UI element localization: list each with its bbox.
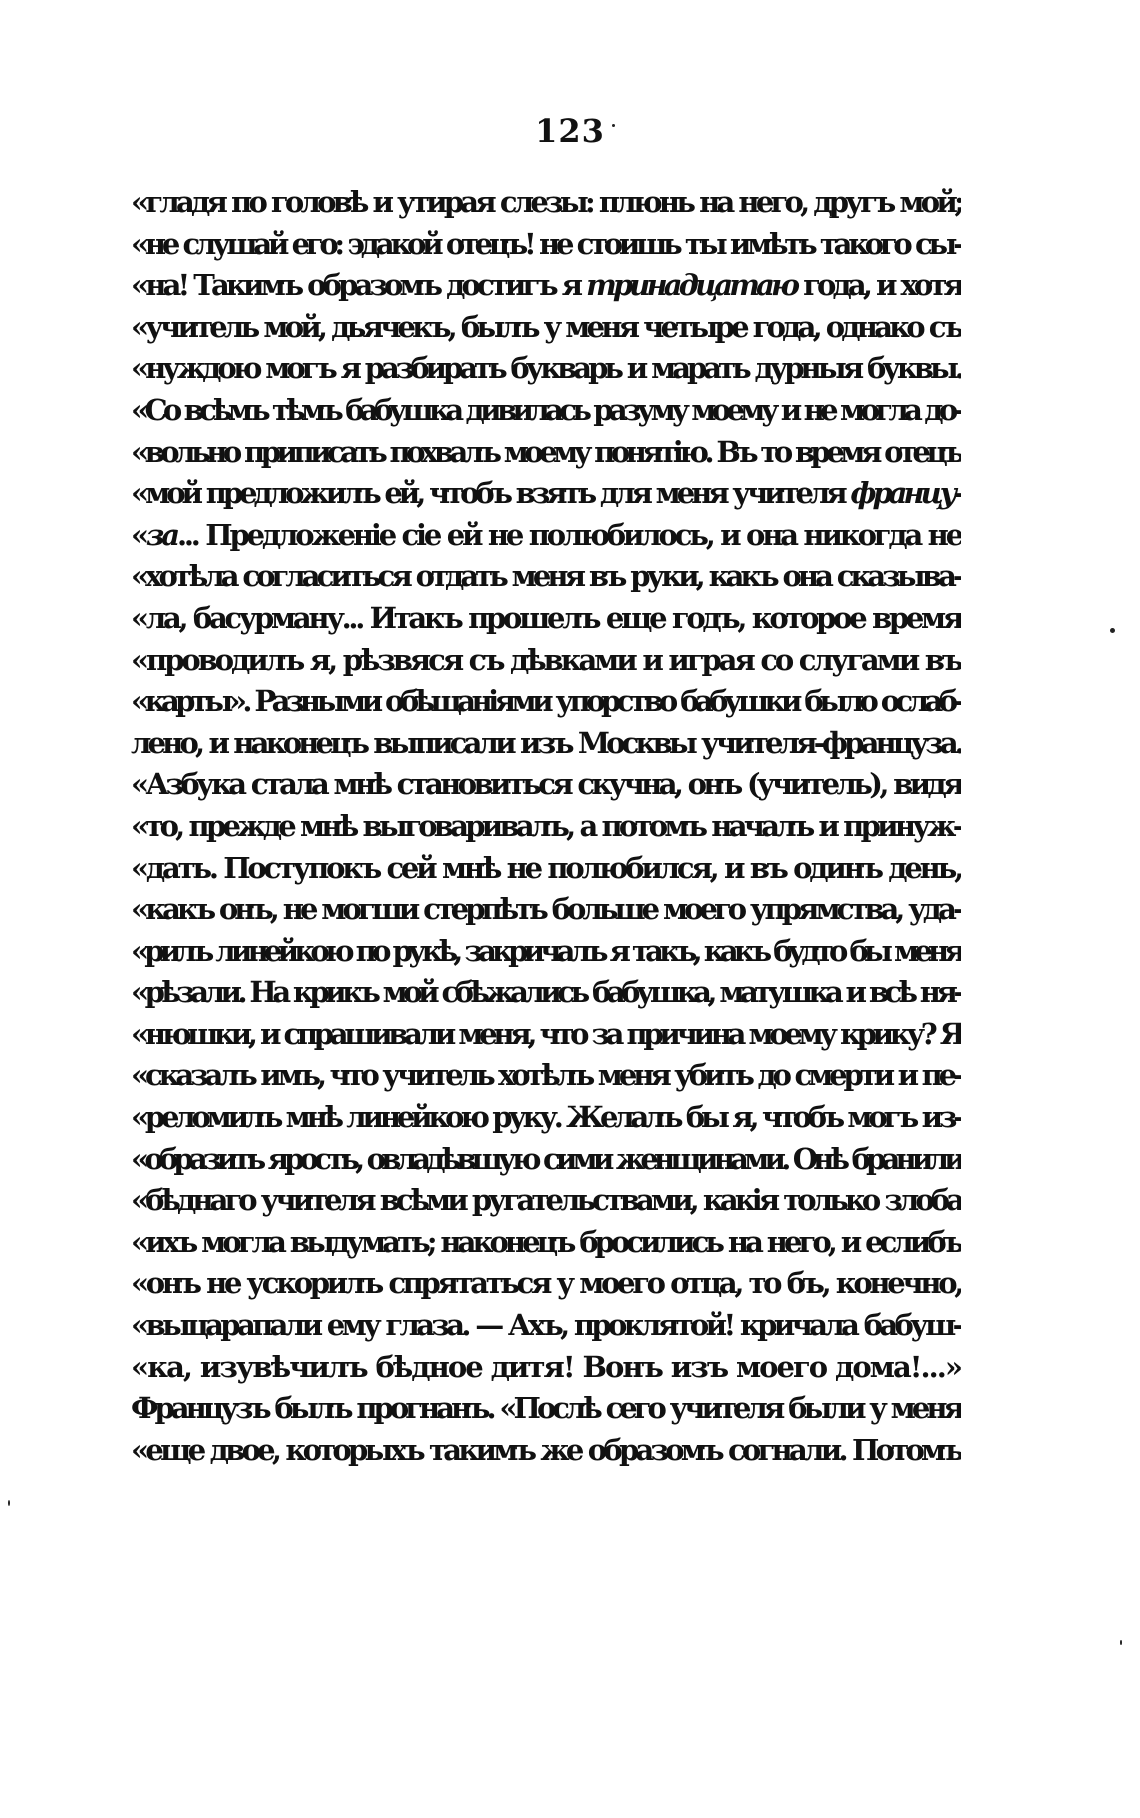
text-line: «не слушай его: эдакой отецъ! не стоишь ты имѣть такого сы- <box>131 226 961 261</box>
text-line: «сказалъ имъ, что учитель хотѣлъ меня убить до смерти и пе- <box>131 1058 961 1093</box>
text-line: Французъ былъ прогнанъ. «Послѣ сего учителя были у меня <box>131 1391 961 1426</box>
text-line <box>131 473 961 515</box>
text-line: «нюшки, и спрашивали меня, что за причина моему крику? Я <box>131 1016 961 1051</box>
text-segment: « <box>131 517 146 552</box>
text-line <box>131 515 961 557</box>
text-line <box>131 265 961 307</box>
text-line: «гладя по головѣ и утирая слезы: плюнь на него, другъ мой; <box>131 185 961 219</box>
text-line: «то, прежде мнѣ выговаривалъ, а потомъ началъ и принуж- <box>131 808 961 843</box>
speck-mark <box>1110 628 1115 633</box>
italic-word: тринадцатаю <box>586 268 797 303</box>
text-segment: «на! Такимъ образомъ достигъ я <box>131 268 587 303</box>
text-line: «вольно приписать похвалъ моему понятію. Въ то время отецъ <box>131 434 961 469</box>
text-line: «бѣднаго учителя всѣми ругательствами, какія только злоба <box>131 1183 961 1218</box>
text-line: «рѣзали. На крикъ мой сбѣжались бабушка, матушка и всѣ ня- <box>131 975 961 1010</box>
page-number: 123 <box>535 112 605 150</box>
text-line: «ка, изувѣчилъ бѣдное дитя! Вонъ изъ моего дома!...» <box>131 1349 961 1384</box>
text-line: «нуждою могъ я разбирать букварь и марать дурныя буквы. <box>131 351 961 386</box>
text-line: «выцарапали ему глаза. — Ахъ, проклятой! кричала бабуш- <box>131 1308 961 1343</box>
text-line: «ихъ могла выдумать; наконецъ бросились на него, и еслибъ <box>131 1224 961 1259</box>
italic-word: францу- <box>850 476 961 511</box>
text-line: «реломилъ мнѣ линейкою руку. Желалъ бы я, чтобъ могъ из- <box>131 1100 961 1135</box>
text-line: «образить ярость, овладѣвшую сими женщинами. Онѣ бранили <box>131 1141 961 1176</box>
text-segment: ... Предложеніе сіе ей не полюбилось, и она никогда не <box>176 517 961 552</box>
text-segment: «мой предложилъ ей, чтобъ взять для меня учителя <box>131 476 851 511</box>
speck-mark <box>1120 1640 1122 1645</box>
text-line: «еще двое, которыхъ такимъ же образомъ согнали. Потомъ <box>131 1432 961 1467</box>
text-line: «хотѣла согласиться отдать меня въ руки, какъ она сказыва- <box>131 559 961 594</box>
text-line: «ла, басурману... Итакъ прошелъ еще годъ, которое время <box>131 600 961 635</box>
text-line: «карты». Разными обѣщаніями упорство бабушки было ослаб- <box>131 684 961 719</box>
text-line: «проводилъ я, рѣзвяся съ дѣвками и играя со слугами въ <box>131 642 961 677</box>
text-line: «Азбука стала мнѣ становиться скучна, онъ (учитель), видя <box>131 767 961 802</box>
text-line: «Со всѣмъ тѣмъ бабушка дивилась разуму моему и не могла до- <box>131 392 961 427</box>
text-line: лено, и наконецъ выписали изъ Москвы учителя-француза. <box>131 725 961 760</box>
speck-mark <box>8 1500 10 1506</box>
text-line: «дать. Поступокъ сей мнѣ не полюбился, и въ одинъ день, <box>131 850 961 885</box>
text-line: «онъ не ускорилъ спрятаться у моего отца, то бъ, конечно, <box>131 1266 961 1301</box>
text-line: «рилъ линейкою по рукѣ, закричалъ я такъ, какъ будто бы меня <box>131 933 961 968</box>
text-line: «какъ онъ, не могши стерпѣть больше моего упрямства, уда- <box>131 892 961 927</box>
body-text <box>131 182 961 1471</box>
text-line: «учитель мой, дьячекъ, былъ у меня четыре года, однако съ <box>131 309 961 344</box>
italic-word: за <box>145 517 177 552</box>
text-segment: года, и хотя <box>796 268 961 303</box>
speck-mark <box>612 124 615 127</box>
